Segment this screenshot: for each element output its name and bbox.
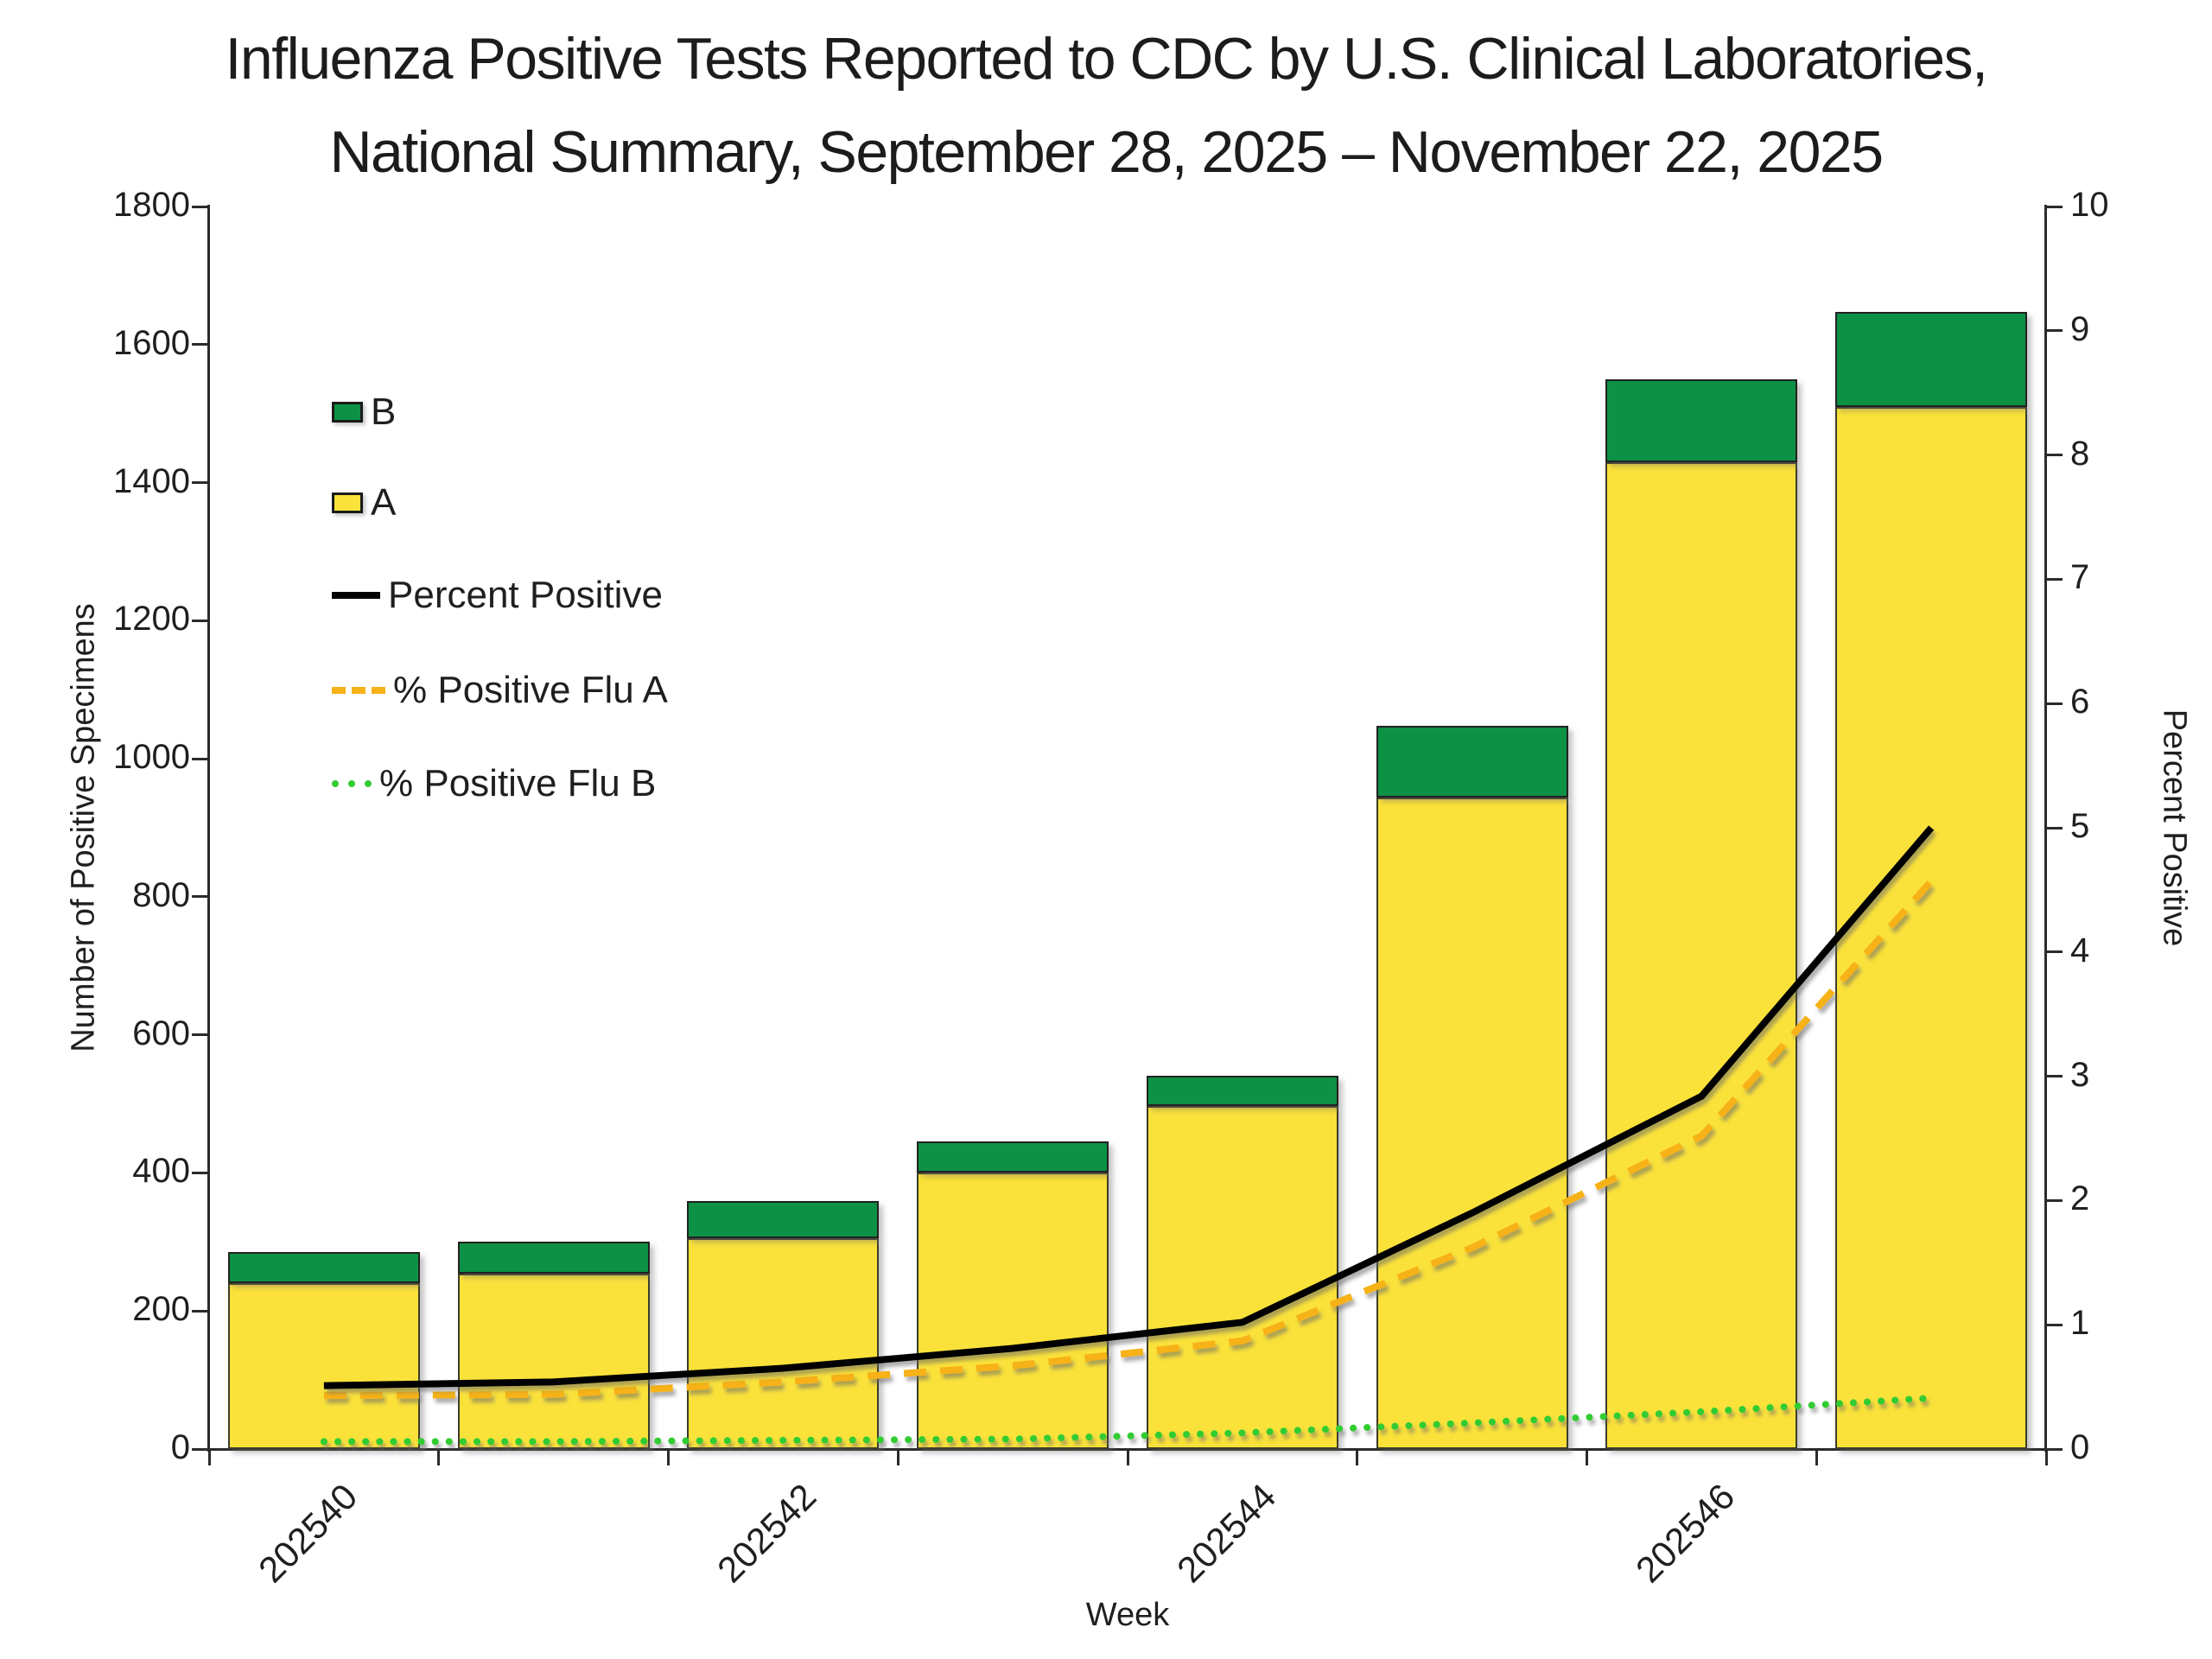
x-axis-tick [208,1450,211,1465]
right-axis-tick [2046,1448,2063,1451]
left-axis-tick [192,1310,208,1313]
legend-label: % Positive Flu A [393,669,668,711]
left-axis-tick-label: 0 [170,1428,190,1466]
x-axis-tick [2045,1450,2048,1465]
legend-item-flu-b-bar [332,392,396,432]
right-axis-tick-label: 9 [2070,309,2090,348]
x-axis-tick [1127,1450,1129,1465]
left-axis-title: Number of Positive Specimens [65,603,102,1052]
bar-flu-a-202543 [917,1173,1109,1449]
right-axis-tick-label: 2 [2070,1179,2090,1218]
x-axis-tick [1356,1450,1358,1465]
bar-flu-b-202540 [228,1252,420,1284]
bar-flu-a-202540 [228,1283,420,1449]
x-axis-tick [1586,1450,1588,1465]
right-axis-tick-label: 6 [2070,683,2090,721]
legend-label: A [371,481,397,524]
x-axis-title: Week [1085,1597,1170,1633]
right-axis-title: Percent Positive [2156,709,2193,947]
left-axis-tick [192,481,208,484]
left-axis-tick [192,1033,208,1036]
chart-title [0,12,2212,199]
right-axis-tick [2046,702,2063,705]
bar-flu-b-202541 [458,1242,650,1274]
right-axis-tick-label: 7 [2070,558,2090,597]
legend-item-percent-positive-flu-b [332,764,656,804]
left-axis-tick [192,1448,208,1451]
right-axis-tick [2046,1324,2063,1326]
left-axis-tick-label: 1600 [113,323,190,362]
right-axis-tick [2046,454,2063,456]
x-axis-tick [667,1450,670,1465]
legend-item-percent-positive-flu-a [332,671,668,710]
x-axis-tick-label: 202540 [250,1476,365,1591]
right-axis-tick-label: 0 [2070,1428,2090,1466]
right-axis-tick [2046,1075,2063,1077]
left-axis-tick-label: 1200 [113,600,190,639]
legend-item-flu-a-bar [332,483,396,523]
bar-flu-a-202541 [458,1274,650,1449]
bar-flu-a-202547 [1835,407,2027,1449]
bar-flu-a-202544 [1147,1106,1338,1449]
left-axis-tick-label: 1800 [113,186,190,224]
flu-a-swatch-icon [332,493,363,513]
bar-flu-b-202542 [687,1201,879,1237]
right-axis-tick [2046,329,2063,332]
solid-line-icon [332,592,380,599]
right-axis-tick [2046,827,2063,830]
legend-label: B [371,391,397,433]
right-axis-tick [2046,206,2063,208]
left-axis-tick [192,758,208,760]
x-axis-tick-label: 202544 [1168,1476,1284,1591]
x-axis-tick [1815,1450,1818,1465]
bar-flu-b-202547 [1835,312,2027,406]
right-axis-tick [2046,950,2063,953]
bar-flu-b-202545 [1376,726,1568,798]
left-axis-tick-label: 400 [132,1152,190,1191]
left-axis-tick [192,343,208,346]
bar-flu-b-202546 [1605,379,1797,462]
bar-flu-b-202543 [917,1141,1109,1173]
dashed-line-icon [332,687,385,694]
bar-flu-b-202544 [1147,1076,1338,1106]
legend-label: % Positive Flu B [379,762,657,804]
right-axis-tick [2046,1199,2063,1202]
left-axis-tick [192,895,208,898]
left-axis-tick [192,620,208,622]
dotted-line-icon [332,780,372,787]
left-axis-tick [192,1172,208,1174]
x-axis-tick-label: 202546 [1628,1476,1743,1591]
right-axis-tick-label: 4 [2070,931,2090,969]
right-axis-tick-label: 1 [2070,1304,2090,1343]
flu-b-swatch-icon [332,402,363,423]
legend-item-percent-positive [332,575,663,615]
left-axis-tick [192,206,208,208]
x-axis-tick [897,1450,899,1465]
left-axis-tick-label: 200 [132,1290,190,1329]
bar-flu-a-202542 [687,1238,879,1449]
chart-title-line1: Influenza Positive Tests Reported to CDC by U.S. Clinical Laboratories, [225,26,1987,92]
left-axis-line [207,205,210,1452]
right-axis-tick-label: 8 [2070,434,2090,473]
legend-label: Percent Positive [388,574,663,616]
x-axis-tick-label: 202542 [709,1476,824,1591]
right-axis-tick [2046,578,2063,581]
left-axis-tick-label: 600 [132,1014,190,1052]
chart-title-line2: National Summary, September 28, 2025 – November 22, 2025 [329,119,1883,185]
x-axis-tick [437,1450,440,1465]
right-axis-tick-label: 5 [2070,807,2090,845]
left-axis-tick-label: 1400 [113,461,190,500]
left-axis-tick-label: 800 [132,875,190,914]
right-axis-tick-label: 3 [2070,1055,2090,1094]
left-axis-tick-label: 1000 [113,738,190,777]
right-axis-tick-label: 10 [2070,186,2109,224]
bar-flu-a-202545 [1376,798,1568,1449]
bar-flu-a-202546 [1605,462,1797,1449]
